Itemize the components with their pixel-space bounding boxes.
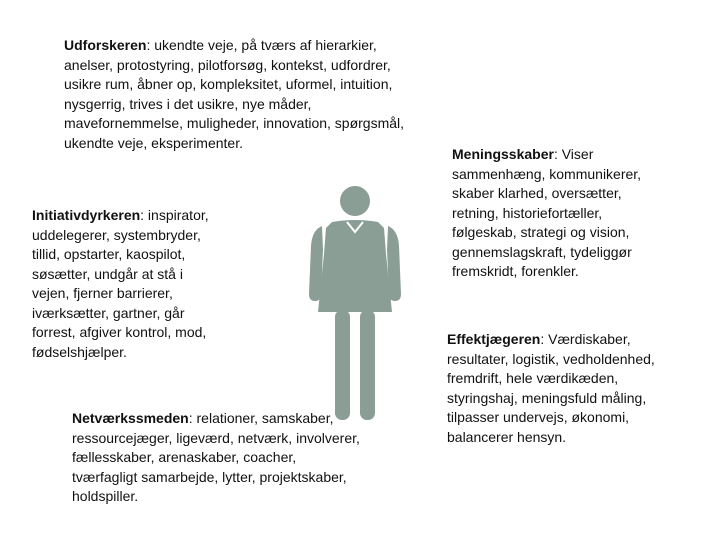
role-title-meningsskaber: Meningsskaber [452,146,554,162]
role-text-line: : Værdiskaber, [540,331,631,347]
role-text-line: retning, historiefortæller, [452,204,603,221]
role-text-line: skaber klarhed, oversætter, [452,185,622,201]
role-effektjaegeren [447,330,717,447]
role-text-line: fremskridt, forenkler. [452,263,579,279]
role-text-line: fødselshjælper. [32,343,127,360]
role-text-line: vejen, fjerner barrierer, [32,285,173,301]
role-initiativdyrkeren [32,206,267,362]
role-text-line: ressourcejæger, ligeværd, netværk, involverer, [72,429,360,446]
role-text-line: fællesskaber, arenaskaber, coacher, [72,449,297,465]
role-text-line: mavefornemmelse, muligheder, innovation, spørgsmål, [64,115,405,131]
role-text-line: : Viser [553,146,594,162]
role-text-line: balancerer hensyn. [447,428,567,445]
role-text-line: tværfagligt samarbejde, lytter, projektskaber, [72,468,347,485]
role-title-effektjaegeren: Effektjægeren [447,331,541,347]
role-text-line: holdspiller. [72,488,139,504]
role-text-line: : inspirator, [140,207,209,223]
role-text-line: søsætter, undgår at stå i [32,265,183,282]
role-text-line: resultater, logistik, vedholdenhed, [447,350,655,367]
role-text-line: : ukendte veje, på tværs af hierarkier, [146,37,377,53]
woman-figure-icon [300,184,410,424]
role-title-udforskeren: Udforskeren [64,37,147,53]
role-text-line: ukendte veje, eksperimenter. [64,134,243,151]
role-text-line: fremdrift, hele værdikæden, [447,370,619,386]
role-text-line: usikre rum, åbner op, kompleksitet, uformel, intuition, [64,76,393,92]
role-meningsskaber [452,145,692,282]
role-text-line: tillid, opstarter, kaospilot, [32,246,186,262]
role-text-line: iværksætter, gartner, går [32,304,185,321]
role-text-line: uddelegerer, systembryder, [32,226,201,243]
role-text-line: nysgerrig, trives i det usikre, nye måder, [64,95,312,112]
role-text-line: anelser, protostyring, pilotforsøg, kontekst, udfordrer, [64,56,391,73]
role-text-line: gennemslagskraft, tydeliggør [452,243,632,260]
role-text-line: forrest, afgiver kontrol, mod, [32,324,207,340]
role-text-line: sammenhæng, kommunikerer, [452,165,642,182]
role-text-line: følgeskab, strategi og vision, [452,224,630,240]
role-title-initiativdyrkeren: Initiativdyrkeren [32,207,141,223]
role-udforskeren [64,36,484,153]
role-text-line: styringshaj, meningsfuld måling, [447,389,647,406]
role-title-netvaerkssmeden: Netværkssmeden [72,410,189,426]
role-text-line: tilpasser undervejs, økonomi, [447,409,630,425]
role-text-line: : relationer, samskaber, [188,410,334,426]
